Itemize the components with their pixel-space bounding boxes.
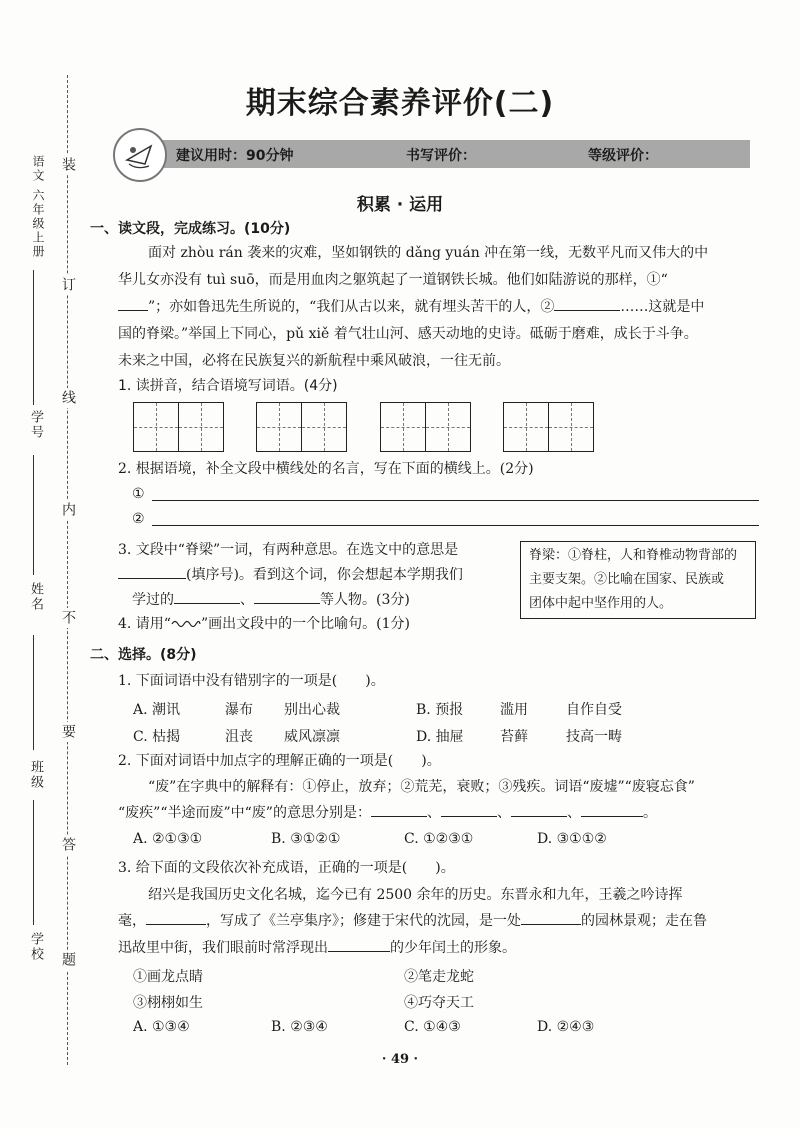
question-1-4 — [118, 611, 410, 638]
question-text: ”画出文段中的一个比喻句。(1分) — [200, 616, 410, 632]
answer-blank[interactable] — [371, 802, 427, 817]
cut-mark: 不 — [60, 610, 76, 626]
cut-mark: 订 — [60, 277, 76, 293]
answer-mark: ② — [132, 511, 145, 527]
option-b-word: 滥用 — [500, 702, 528, 718]
blank-quote-1[interactable] — [118, 296, 148, 311]
section-heading: 积累 · 运用 — [356, 195, 444, 215]
answer-line-2[interactable] — [152, 525, 759, 526]
part2-heading: 二、选择。(8分) — [90, 647, 197, 663]
cut-mark: 内 — [60, 502, 76, 518]
definition-line: 主要支架。②比喻在国家、民族或 — [529, 572, 725, 587]
question-2-3-text: 绍兴是我国历史文化名城，迄今已有 2500 余年的历史。东晋永和九年，王羲之吟诗挥 — [148, 887, 683, 903]
option-d-word: 苔藓 — [500, 729, 528, 745]
answer-blank[interactable] — [521, 910, 581, 925]
question-text: 迅故里中街，我们眼前时常浮现出 — [118, 940, 328, 956]
option-d-word: 技高一畴 — [566, 729, 622, 745]
field-line-id[interactable] — [33, 270, 34, 405]
option-a-word: 别出心裁 — [284, 702, 340, 718]
cut-mark: 答 — [60, 837, 76, 853]
question-2-3-text — [118, 908, 707, 935]
answer-blank[interactable] — [174, 589, 240, 604]
option-d[interactable]: D. 抽屉 — [416, 729, 464, 745]
option-c-word: 沮丧 — [225, 729, 253, 745]
answer-mark: ① — [132, 486, 145, 502]
answer-blank[interactable] — [328, 937, 390, 952]
answer-line-1[interactable] — [152, 500, 759, 501]
part1-heading: 一、读文段，完成练习。(10分) — [90, 221, 291, 237]
question-text: (填序号)。看到这个词，你会想起本学期我们 — [186, 567, 463, 583]
option-a-word: 瀑布 — [225, 702, 253, 718]
option-a[interactable]: A. ①③④ — [133, 1019, 190, 1035]
idiom-choice: ②笔走龙蛇 — [404, 969, 474, 985]
passage-line: 面对 zhòu rán 袭来的灾难，坚如钢铁的 dǎng yuán 冲在第一线，无数平凡而又伟大的中 — [148, 245, 709, 261]
question-text: 毫， — [118, 913, 146, 929]
field-school: 学校 — [28, 932, 43, 962]
passage-text: ”；亦如鲁迅先生所说的，“我们从古以来，就有埋头苦干的人，② — [148, 299, 555, 315]
writing-grid[interactable] — [256, 402, 347, 452]
passage-line: 华儿女亦没有 tuì suō，而是用血肉之躯筑起了一道钢铁长城。他们如陆游说的那样，①“ — [118, 272, 668, 288]
cut-mark: 线 — [60, 390, 76, 406]
suggested-time: 建议用时：90分钟 — [176, 148, 294, 164]
logo-icon — [113, 128, 167, 182]
idiom-choice: ①画龙点睛 — [133, 969, 203, 985]
option-c[interactable]: C. 枯揭 — [133, 729, 181, 745]
option-c[interactable]: C. ①④③ — [404, 1019, 461, 1035]
writing-grid[interactable] — [133, 402, 224, 452]
page-title: 期末综合素养评价(二) — [245, 86, 555, 121]
question-1-3-line2 — [118, 562, 463, 589]
writing-grid[interactable] — [503, 402, 594, 452]
answer-blank[interactable] — [118, 564, 186, 579]
cut-mark: 题 — [60, 952, 76, 968]
question-2-1: 1. 下面词语中没有错别字的一项是( )。 — [118, 673, 385, 689]
question-text: 学过的 — [132, 592, 174, 608]
definition-line: 脊梁：①脊柱，人和脊椎动物背部的 — [529, 548, 738, 563]
cut-mark: 要 — [60, 724, 76, 740]
question-text: 等人物。(3分) — [320, 592, 410, 608]
writing-evaluation: 书写评价： — [406, 148, 476, 164]
question-1-3: 3. 文段中“脊梁”一词，有两种意思。在选文中的意思是 — [118, 542, 459, 558]
option-a[interactable]: A. 潮讯 — [133, 702, 181, 718]
option-b[interactable]: B. ②③④ — [271, 1019, 328, 1035]
grade-evaluation: 等级评价： — [588, 148, 658, 164]
question-1-2: 2. 根据语境，补全文段中横线处的名言，写在下面的横线上。(2分) — [118, 461, 534, 477]
question-text: 、 — [240, 592, 254, 608]
answer-blank[interactable] — [254, 589, 320, 604]
option-b-word: 自作自受 — [566, 702, 622, 718]
question-2-2-text: “废”在字典中的解释有：①停止，放弃；②荒芜，衰败；③残疾。词语“废墟”“废寝忘食” — [148, 779, 695, 795]
field-name: 姓名 — [28, 582, 43, 612]
info-bar — [148, 140, 750, 168]
field-line-name[interactable] — [33, 455, 34, 575]
definition-box — [520, 541, 756, 619]
question-text: ，写成了《兰亭集序》；修建于宋代的沈园，是一处 — [206, 913, 521, 929]
passage-line: 国的脊梁。”举国上下同心，pǔ xiě 着气壮山河、感天动地的史诗。砥砺于磨难，成长于斗争。 — [118, 326, 698, 342]
option-a[interactable]: A. ②①③① — [133, 831, 203, 847]
binding-cut-line — [67, 75, 68, 1065]
option-c-word: 威风凛凛 — [284, 729, 340, 745]
definition-line: 团体中起中坚作用的人。 — [529, 596, 673, 611]
answer-blank[interactable] — [146, 910, 206, 925]
question-text: 的园林景观；走在鲁 — [581, 913, 707, 929]
question-2-3: 3. 给下面的文段依次补充成语，正确的一项是( )。 — [118, 860, 455, 876]
page-number: · 49 · — [381, 1052, 419, 1067]
field-line-school[interactable] — [33, 800, 34, 925]
wavy-underline-icon — [171, 616, 201, 628]
blank-quote-2[interactable] — [554, 296, 620, 311]
option-d[interactable]: D. ②④③ — [537, 1019, 595, 1035]
cut-mark: 装 — [60, 157, 76, 173]
passage-line: 未来之中国，必将在民族复兴的新航程中乘风破浪，一往无前。 — [118, 353, 510, 369]
option-c[interactable]: C. ①②③① — [404, 831, 474, 847]
option-b[interactable]: B. ③①②① — [271, 831, 341, 847]
question-1-1: 1. 读拼音，结合语境写词语。(4分) — [118, 378, 338, 394]
question-text: “废疾”“半途而废”中“废”的意思分别是： — [118, 805, 371, 821]
question-2-3-text — [118, 935, 516, 962]
question-text: 的少年闰土的形象。 — [390, 940, 516, 956]
answer-blank[interactable] — [581, 802, 643, 817]
question-text: 4. 请用“ — [118, 616, 171, 632]
question-2-2-text: “废疾”“半途而废”中“废”的意思分别是： 、 、 、 。 — [118, 800, 657, 827]
option-d[interactable]: D. ③①①② — [537, 831, 607, 847]
subject-label: 语文 六年级上册 — [31, 155, 45, 259]
writing-grid[interactable] — [380, 402, 471, 452]
passage-line — [118, 294, 704, 321]
field-student-id: 学号 — [28, 410, 43, 440]
idiom-choice: ③栩栩如生 — [133, 995, 203, 1011]
option-b[interactable]: B. 预报 — [416, 702, 464, 718]
question-1-3-line3 — [132, 587, 410, 614]
passage-text: ……这就是中 — [620, 299, 705, 315]
answer-blank[interactable] — [511, 802, 567, 817]
idiom-choice: ④巧夺天工 — [404, 995, 474, 1011]
field-line-class[interactable] — [33, 635, 34, 750]
question-2-2: 2. 下面对词语中加点字的理解正确的一项是( )。 — [118, 753, 441, 769]
answer-blank[interactable] — [441, 802, 497, 817]
field-class: 班级 — [28, 760, 43, 790]
